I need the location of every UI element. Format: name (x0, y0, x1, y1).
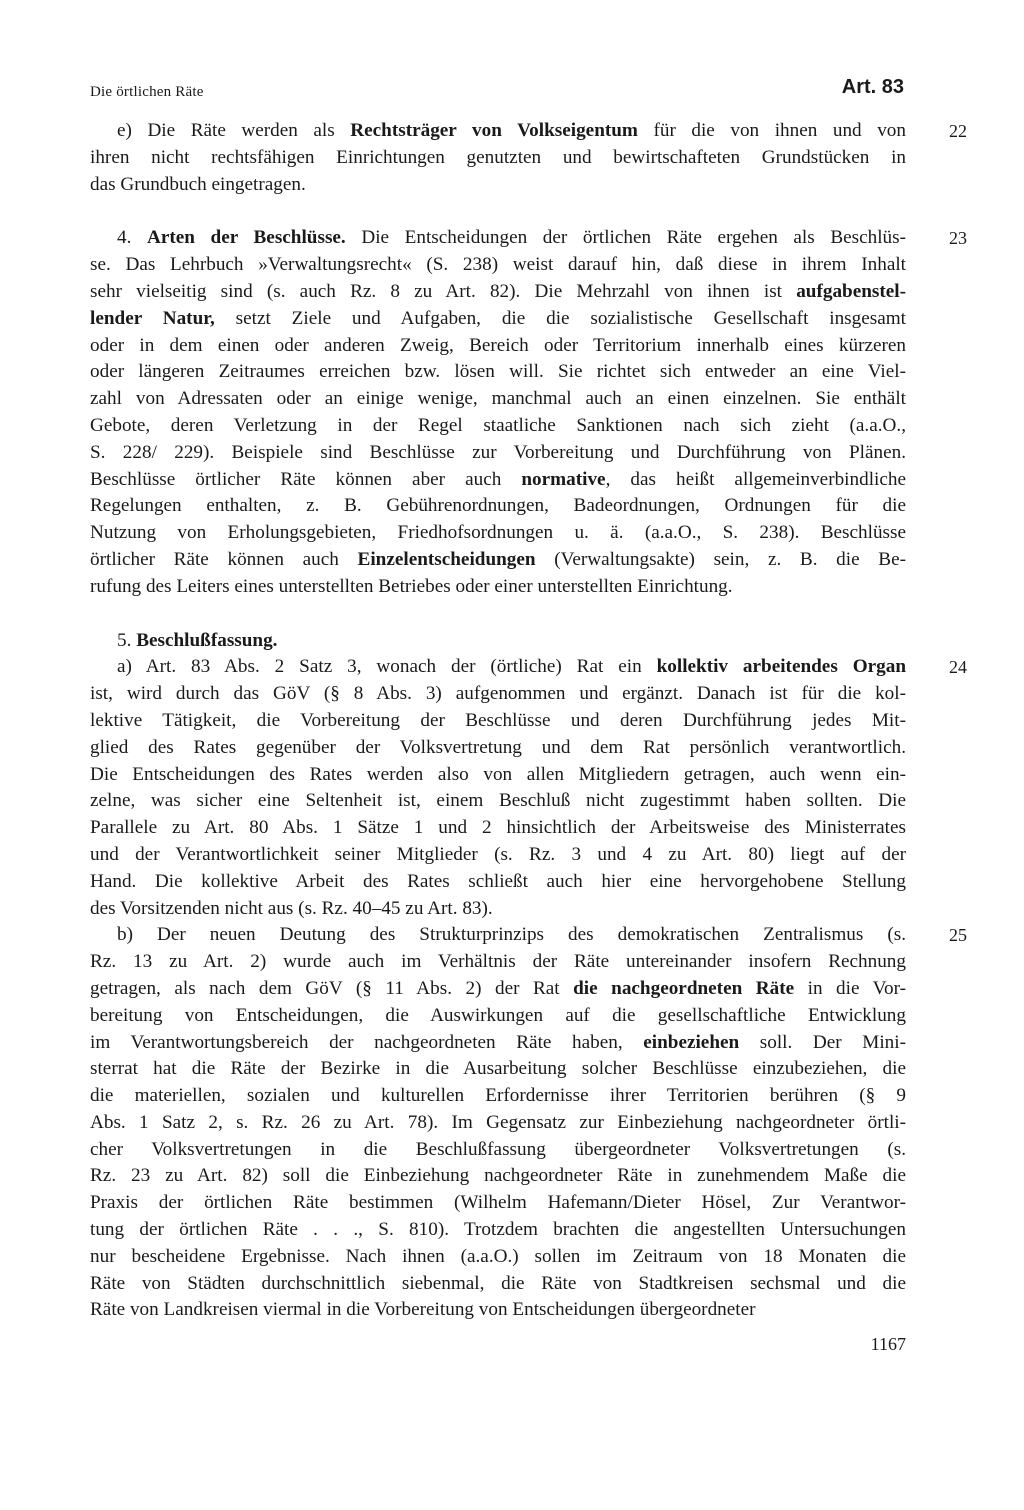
bold-term: die nachgeordneten Räte (573, 977, 795, 999)
text-run: und der Verantwortlichkeit seiner Mitglieder (s. Rz. 3 und 4 zu Art. 80) liegt auf der (90, 843, 906, 865)
text-run: Die Entscheidungen der örtlichen Räte ergehen als Beschlüs- (345, 227, 907, 249)
text-line (90, 1271, 906, 1298)
text-line (90, 842, 906, 869)
text-line (90, 815, 906, 842)
bold-term: Arten der Beschlüsse. (147, 227, 346, 249)
text-run: Abs. 1 Satz 2, s. Rz. 26 zu Art. 78). Im Gegensatz zur Einbeziehung nachgeordneter örtli- (90, 1111, 906, 1133)
text-line (90, 547, 906, 574)
text-line (90, 386, 906, 413)
text-line (90, 762, 906, 789)
text-line (90, 1297, 906, 1324)
text-run: im Verantwortungsbereich der nachgeordneten Räte haben, (90, 1031, 644, 1053)
text-run: Räte von Landkreisen viermal in die Vorbereitung von Entscheidungen übergeordneter (90, 1299, 756, 1321)
text-line (90, 1137, 906, 1164)
text-line (90, 172, 906, 199)
text-run: getragen, als nach dem GöV (§ 11 Abs. 2) der Rat (90, 977, 574, 999)
text-line (90, 681, 906, 708)
text-run: se. Das Lehrbuch »Verwaltungsrecht« (S. 238) weist darauf hin, daß diese in ihrem Inhalt (90, 254, 906, 276)
text-line (90, 788, 906, 815)
paragraph-23 (90, 225, 967, 600)
text-line (90, 359, 906, 386)
text-line (90, 279, 906, 306)
section-title: Beschlußfassung. (136, 629, 278, 651)
text-run: das Grundbuch eingetragen. (90, 173, 306, 195)
bold-term: lender Natur, (90, 307, 215, 329)
text-line (90, 654, 906, 681)
running-head: Die örtlichen Räte (90, 84, 204, 100)
text-run: glied des Rates gegenüber der Volksvertretung und dem Rat persönlich verantwortlich. (90, 736, 906, 758)
text-line (90, 1110, 906, 1137)
page-number: 1167 (870, 1334, 906, 1354)
text-line (90, 520, 906, 547)
paragraph-22 (90, 118, 967, 198)
paragraph-24 (90, 654, 967, 922)
text-line (90, 467, 906, 494)
text-run: Nutzung von Erholungsgebieten, Friedhofsordnungen u. ä. (a.a.O., S. 238). Beschlüsse (90, 522, 906, 544)
text-run: sterrat hat die Räte der Bezirke in die Ausarbeitung solcher Beschlüsse einzubeziehen, die (90, 1058, 906, 1080)
text-line (90, 440, 906, 467)
text-line (90, 1083, 906, 1110)
text-run: a) Art. 83 Abs. 2 Satz 3, wonach der (örtliche) Rat ein (117, 656, 657, 678)
text-line (90, 225, 906, 252)
text-line (90, 413, 906, 440)
text-line (90, 708, 906, 735)
text-run: oder längeren Zeitraumes erreichen bzw. lösen will. Sie richtet sich entweder an eine Viel- (90, 361, 906, 383)
text-run: soll. Der Mini- (739, 1031, 906, 1053)
text-run: Parallele zu Art. 80 Abs. 1 Sätze 1 und 2 hinsichtlich der Arbeitsweise des Ministerrates (90, 817, 906, 839)
text-run: e) Die Räte werden als (117, 120, 351, 141)
paragraph-gap (90, 198, 906, 225)
text-line (90, 896, 906, 923)
text-line (90, 333, 906, 360)
text-run: Praxis der örtlichen Räte bestimmen (Wilhelm Hafemann/Dieter Hösel, Zur Verantwor- (90, 1192, 906, 1214)
text-run: (Verwaltungsakte) sein, z. B. die Be- (535, 548, 906, 570)
paragraph-25 (90, 922, 967, 1324)
text-line (90, 252, 906, 279)
bold-term: aufgabenstel- (796, 280, 906, 302)
text-line (90, 949, 906, 976)
text-run: Hand. Die kollektive Arbeit des Rates schließt auch hier eine hervorgehobene Stellung (90, 870, 906, 892)
text-run: setzt Ziele und Aufgaben, die die sozialistische Gesellschaft insgesamt (214, 307, 907, 329)
text-run: für die von ihnen und von (637, 120, 906, 141)
text-run: lektive Tätigkeit, die Vorbereitung der Beschlüsse und deren Durchführung jedes Mit- (90, 709, 906, 731)
text-run: oder in dem einen oder anderen Zweig, Bereich oder Territorium innerhalb eines kürzeren (90, 334, 906, 356)
text-line (90, 869, 906, 896)
text-line (90, 1056, 906, 1083)
section-heading-line (90, 628, 906, 655)
text-run: Regelungen enthalten, z. B. Gebührenordnungen, Badeordnungen, Ordnungen für die (90, 495, 906, 517)
text-line (90, 118, 906, 145)
text-run: in die Vor- (794, 977, 906, 999)
bold-term: Einzelentscheidungen (357, 548, 536, 570)
text-run: nur bescheidene Ergebnisse. Nach ihnen (a.a.O.) sollen im Zeitraum von 18 Monaten die (90, 1245, 906, 1267)
text-line (90, 493, 906, 520)
text-run: Gebote, deren Verletzung in der Regel staatliche Sanktionen nach sich zieht (a.a.O., (90, 414, 906, 436)
text-run: , das heißt allgemeinverbindliche (605, 468, 906, 490)
text-run: zahl von Adressaten oder an einige wenige, manchmal auch an einen einzelnen. Sie enthält (90, 388, 906, 410)
text-line (90, 1244, 906, 1271)
text-run: Rz. 23 zu Art. 82) soll die Einbeziehung nachgeordneter Räte in zunehmendem Maße die (90, 1165, 906, 1187)
text-run: cher Volksvertretungen in die Beschlußfassung übergeordneter Volksvertretungen (s. (90, 1138, 906, 1160)
text-run: b) Der neuen Deutung des Strukturprinzips des demokratischen Zentralismus (s. (117, 924, 906, 946)
text-line (90, 1163, 906, 1190)
text-run: Beschlüsse örtlicher Räte können aber auch (90, 468, 522, 490)
text-line (90, 735, 906, 762)
margin-number: 23 (949, 228, 967, 249)
margin-number: 24 (949, 657, 967, 678)
margin-number: 25 (949, 925, 967, 946)
text-line (90, 1217, 906, 1244)
text-run: 4. (117, 227, 147, 249)
text-run: sehr vielseitig sind (s. auch Rz. 8 zu Art. 82). Die Mehrzahl von ihnen ist (90, 280, 797, 302)
paragraph-gap (90, 601, 906, 628)
text-line (90, 1190, 906, 1217)
text-run: des Vorsitzenden nicht aus (s. Rz. 40–45 zu Art. 83). (90, 897, 493, 919)
text-run: tung der örtlichen Räte . . ., S. 810). Trotzdem brachten die angestellten Untersuchungen (90, 1219, 906, 1241)
text-line (90, 922, 906, 949)
margin-number: 22 (949, 121, 967, 141)
text-line (90, 574, 906, 601)
section-number: 5. (117, 629, 137, 651)
text-run: örtlicher Räte können auch (90, 548, 358, 570)
bold-term: einbeziehen (643, 1031, 740, 1053)
text-run: Rz. 13 zu Art. 2) wurde auch im Verhältnis der Räte untereinander insofern Rechnung (90, 951, 906, 973)
text-line (90, 1003, 906, 1030)
text-line (90, 1030, 906, 1057)
section-heading (90, 628, 906, 655)
text-line (90, 306, 906, 333)
article-label: Art. 83 (841, 76, 904, 98)
text-run: ist, wird durch das GöV (§ 8 Abs. 3) aufgenommen und ergänzt. Danach ist für die kol- (90, 683, 906, 705)
bold-term: normative (521, 468, 606, 490)
bold-term: kollektiv arbeitendes Organ (656, 656, 906, 678)
text-line (90, 976, 906, 1003)
text-column (90, 118, 967, 1324)
text-run: ihren nicht rechtsfähigen Einrichtungen genutzten und bewirtschafteten Grundstücken in (90, 146, 906, 168)
text-line (90, 145, 906, 172)
text-run: die materiellen, sozialen und kulturellen Erfordernisse ihrer Territorien berühren (§ 9 (90, 1085, 906, 1107)
text-run: Die Entscheidungen des Rates werden also von allen Mitgliedern getragen, auch wenn ein- (90, 763, 906, 785)
text-run: rufung des Leiters eines unterstellten Betriebes oder einer unterstellten Einrichtung. (90, 575, 733, 597)
text-run: zelne, was sicher eine Seltenheit ist, einem Beschluß nicht zugestimmt haben sollten. Die (90, 790, 906, 812)
bold-term: Rechtsträger von Volkseigentum (350, 120, 638, 141)
text-run: bereitung von Entscheidungen, die Auswirkungen auf die gesellschaftliche Entwicklung (90, 1004, 906, 1026)
text-run: S. 228/ 229). Beispiele sind Beschlüsse zur Vorbereitung und Durchführung von Plänen. (90, 441, 906, 463)
text-run: Räte von Städten durchschnittlich siebenmal, die Räte von Stadtkreisen sechsmal und die (90, 1272, 906, 1294)
